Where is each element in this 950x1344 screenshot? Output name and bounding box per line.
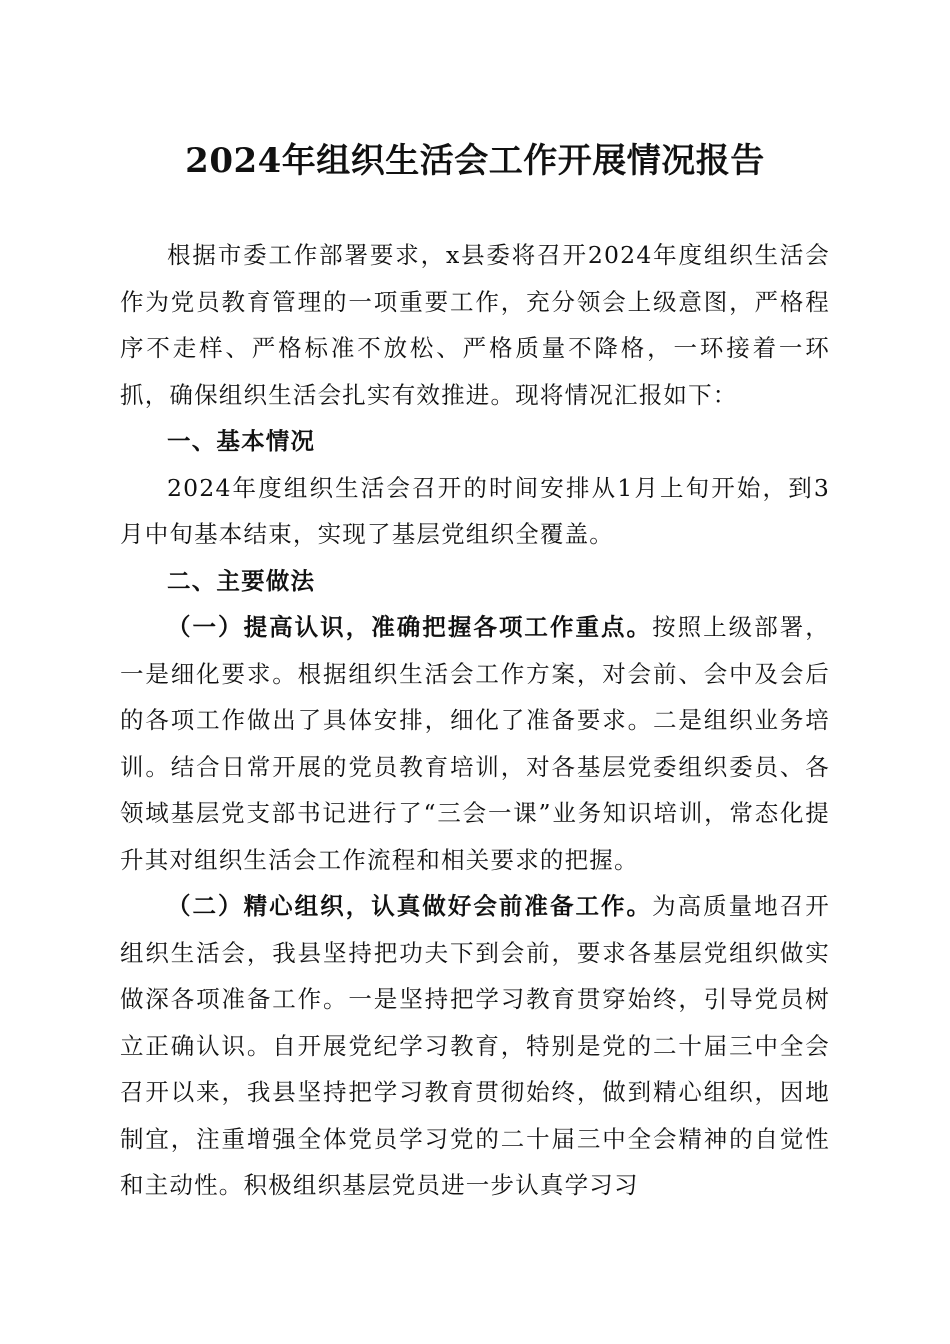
document-body	[120, 232, 830, 1209]
document-title: 2024年组织生活会工作开展情况报告	[185, 141, 765, 181]
basic-situation-paragraph: 2024年度组织生活会召开的时间安排从1月上旬开始，到3月中旬基本结束，实现了基层党组织全覆盖。	[120, 473, 830, 548]
section-heading-basic-situation: 一、基本情况	[167, 427, 316, 455]
practice-item-2	[120, 883, 830, 1209]
practice-item-1	[120, 604, 830, 883]
practice-item-1-lead: （一）提高认识，准确把握各项工作重点。	[167, 613, 653, 641]
practice-item-2-lead: （二）精心组织，认真做好会前准备工作。	[167, 892, 653, 920]
section-heading-main-practices: 二、主要做法	[167, 566, 316, 595]
intro-paragraph: 根据市委工作部署要求，x县委将召开2024年度组织生活会作为党员教育管理的一项重要工作，充分领会上级意图，严格程序不走样、严格标准不放松、严格质量不降格，一环接着一环抓，确保组织生活会扎实有效推进。现将情况汇报如下：	[120, 241, 830, 409]
practice-item-1-text: 按照上级部署，一是细化要求。根据组织生活会工作方案，对会前、会中及会后的各项工作做出了具体安排，细化了准备要求。二是组织业务培训。结合日常开展的党员教育培训，对各基层党委组织委员、各领域基层党支部书记进行了“三会一课”业务知识培训，常态化提升其对组织生活会工作流程和相关要求的把握。	[120, 613, 830, 874]
practice-item-2-text: 为高质量地召开组织生活会，我县坚持把功夫下到会前，要求各基层党组织做实做深各项准备工作。一是坚持把学习教育贯穿始终，引导党员树立正确认识。自开展党纪学习教育，特别是党的二十届三中全会召开以来，我县坚持把学习教育贯彻始终，做到精心组织，因地制宜，注重增强全体党员学习党的二十届三中全会精神的自觉性和主动性。积极组织基层党员进一步认真学习习	[120, 892, 830, 1199]
